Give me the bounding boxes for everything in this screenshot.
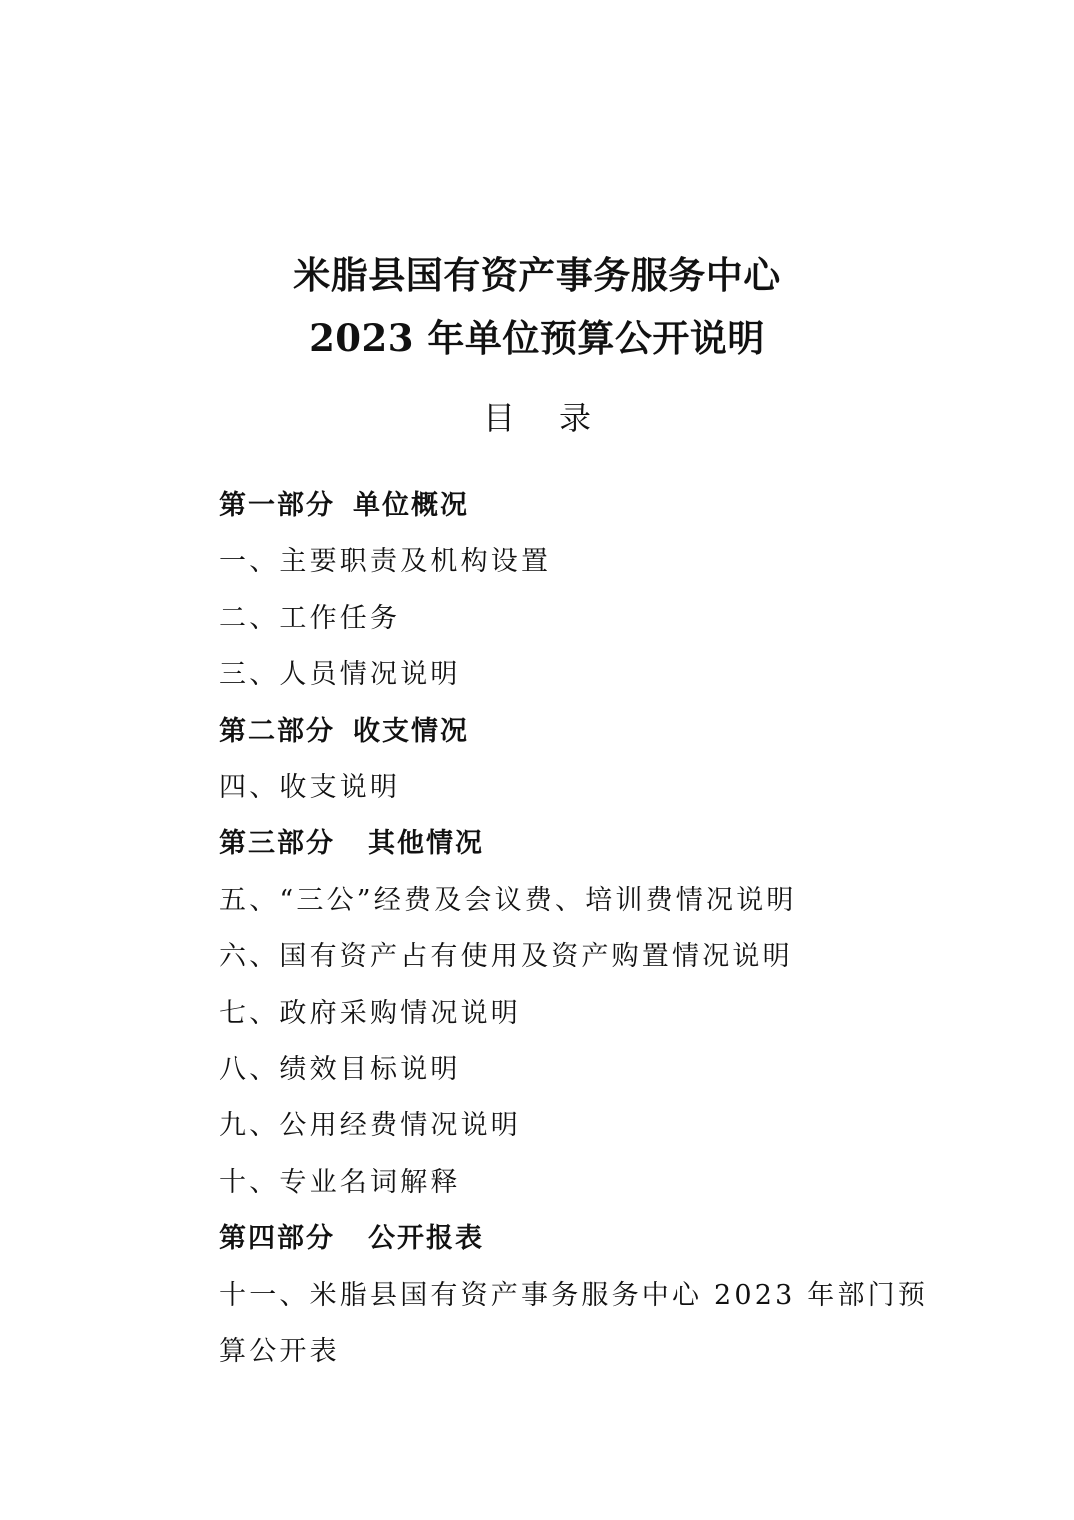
toc-item-9: 九、公用经费情况说明 <box>219 1110 521 1142</box>
toc-item-11: 十一、米脂县国有资产事务服务中心 2023 年部门预算公开表 <box>219 1279 929 1368</box>
toc-item-2: 二、工作任务 <box>219 602 401 634</box>
document-title-line1: 米脂县国有资产事务服务中心 <box>293 253 781 297</box>
toc-part-4-number: 第四部分 <box>219 1223 335 1255</box>
toc-part-1-number: 第一部分 <box>219 490 335 521</box>
toc-item-10: 十、专业名词解释 <box>219 1166 461 1198</box>
toc-part-2-title: 收支情况 <box>353 715 469 747</box>
toc-part-1 <box>219 478 939 534</box>
toc-part-3-title: 其他情况 <box>368 828 484 860</box>
toc-part-3 <box>219 816 939 872</box>
toc-heading: 目录 <box>482 399 635 437</box>
toc-part-3-number: 第三部分 <box>219 828 335 860</box>
table-of-contents <box>219 478 939 1381</box>
toc-item-8: 八、绩效目标说明 <box>219 1054 461 1086</box>
toc-part-2 <box>219 704 939 760</box>
toc-part-1-title: 单位概况 <box>353 490 469 521</box>
toc-item-4: 四、收支说明 <box>219 772 401 804</box>
toc-part-2-number: 第二部分 <box>219 715 335 747</box>
toc-part-4 <box>219 1211 939 1267</box>
toc-item-6: 六、国有资产占有使用及资产购置情况说明 <box>219 941 793 973</box>
toc-part-4-title: 公开报表 <box>368 1223 484 1255</box>
toc-item-1: 一、主要职责及机构设置 <box>219 546 552 578</box>
document-title-line2: 2023 年单位预算公开说明 <box>309 316 765 360</box>
toc-item-5: 五、“三公”经费及会议费、培训费情况说明 <box>219 884 797 916</box>
toc-item-7: 七、政府采购情况说明 <box>219 997 521 1029</box>
toc-item-3: 三、人员情况说明 <box>219 659 461 691</box>
